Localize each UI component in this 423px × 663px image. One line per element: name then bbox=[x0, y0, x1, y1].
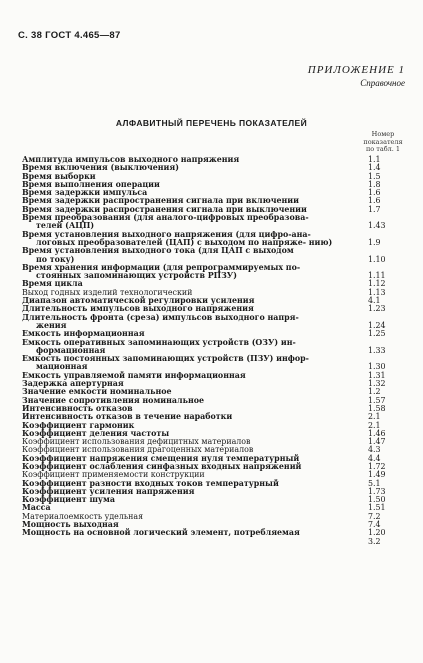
indicator-name-text: Емкость информационная bbox=[22, 329, 145, 339]
indicator-name-text: Значение сопротивления номинальное bbox=[22, 395, 205, 405]
indicator-number: 1.5 bbox=[368, 171, 381, 181]
indicator-number: 1.23 bbox=[368, 304, 386, 314]
indicator-number: 7.4 bbox=[368, 520, 381, 530]
indicator-name-continuation: формационная bbox=[36, 345, 106, 355]
indicator-name-text: Время задержки импульса bbox=[22, 188, 148, 198]
indicator-name-continuation: телей (АЦП) bbox=[36, 221, 95, 231]
indicator-name-text: Время включения (выключения) bbox=[22, 163, 179, 173]
indicator-name-text: Длительность импульсов выходного напряжения bbox=[22, 304, 254, 314]
indicator-name bbox=[22, 529, 340, 537]
indicator-number: 1.46 bbox=[368, 428, 386, 438]
indicator-number: 1.12 bbox=[368, 279, 386, 289]
indicator-number: 1.1 bbox=[368, 155, 381, 164]
indicator-number: 3.2 bbox=[368, 536, 381, 546]
indicator-number: 1.72 bbox=[368, 461, 386, 471]
indicator-name-text: Время цикла bbox=[22, 279, 83, 289]
indicator-name-text: Коэффициент гармоник bbox=[22, 420, 135, 430]
indicator-list bbox=[22, 156, 402, 546]
indicator-number: 1.43 bbox=[368, 221, 386, 231]
indicator-number: 7.2 bbox=[368, 511, 381, 521]
indicator-name-text: Коэффициент разности входных токов температурный bbox=[22, 478, 279, 488]
indicator-number: 2.1 bbox=[368, 420, 381, 430]
indicator-name-text: Коэффициент деления частоты bbox=[22, 428, 170, 438]
indicator-name-text: Значение емкости номинальное bbox=[22, 387, 172, 397]
appendix-label: ПРИЛОЖЕНИЕ 1 bbox=[307, 64, 405, 76]
indicator-name-text: Задержка апертурная bbox=[22, 379, 124, 389]
list-item bbox=[22, 214, 402, 231]
indicator-name bbox=[22, 355, 340, 372]
indicator-number: 1.13 bbox=[368, 287, 386, 297]
indicator-number: 1.50 bbox=[368, 495, 386, 505]
list-item bbox=[22, 339, 402, 356]
indicator-name bbox=[22, 214, 340, 231]
appendix-note: Справочное bbox=[360, 78, 405, 88]
indicator-name-text: Мощность на основной логический элемент, потребляемая bbox=[22, 528, 300, 538]
indicator-number: 1.51 bbox=[368, 503, 386, 513]
column-header-line: по табл. 1 bbox=[365, 145, 401, 153]
indicator-name-continuation: по току) bbox=[36, 254, 75, 264]
indicator-name-text: Коэффициент применяемости конструкции bbox=[22, 470, 205, 480]
list-item bbox=[22, 231, 402, 248]
indicator-name-text: Коэффициент ослабления синфазных входных напряжений bbox=[22, 461, 302, 471]
indicator-name-text: Время задержки распространения сигнала при включении bbox=[22, 196, 299, 206]
list-item bbox=[22, 496, 402, 504]
indicator-number: 1.6 bbox=[368, 188, 381, 198]
indicator-number: 4.1 bbox=[368, 296, 381, 306]
indicator-name-text: Диапазон автоматической регулировки усиления bbox=[22, 296, 255, 306]
indicator-name bbox=[22, 339, 340, 356]
indicator-number: 1.47 bbox=[368, 437, 386, 447]
indicator-number: 1.33 bbox=[368, 345, 386, 355]
indicator-name-continuation: жения bbox=[36, 320, 67, 330]
indicator-number: 4.4 bbox=[368, 453, 381, 463]
appendix-block bbox=[308, 64, 405, 88]
indicator-name-continuation: мационная bbox=[36, 362, 88, 372]
indicator-name-text: Коэффициент усиления напряжения bbox=[22, 486, 195, 496]
indicator-name-text: Амплитуда импульсов выходного напряжения bbox=[22, 155, 240, 164]
indicator-name-text: Материалоемкость удельная bbox=[22, 511, 144, 521]
indicator-number: 1.73 bbox=[368, 486, 386, 496]
list-item bbox=[22, 529, 402, 537]
indicator-number: 1.32 bbox=[368, 379, 386, 389]
indicator-number: 1.2 bbox=[368, 387, 381, 397]
indicator-name-continuation: стоянных запоминающих устройств РПЗУ) bbox=[36, 271, 237, 281]
indicator-name-text: Время выборки bbox=[22, 171, 96, 181]
list-item bbox=[22, 264, 402, 281]
indicator-name-text: Емкость оперативных запоминающих устройств (ОЗУ) ин- bbox=[22, 337, 296, 347]
indicator-name-text: Емкость постоянных запоминающих устройств (ПЗУ) инфор- bbox=[22, 354, 309, 364]
indicator-name-text: Время выполнения операции bbox=[22, 179, 160, 189]
indicator-name-text: Мощность выходная bbox=[22, 520, 119, 530]
indicator-number: 1.6 bbox=[368, 196, 381, 206]
indicator-name bbox=[22, 264, 340, 281]
indicator-number: 1.31 bbox=[368, 370, 386, 380]
indicator-number: 2.1 bbox=[368, 412, 381, 422]
column-header-line: показателя bbox=[363, 137, 403, 146]
column-header-line: Номер bbox=[371, 130, 395, 138]
indicator-name-text: Выход годных изделий технологический bbox=[22, 287, 193, 297]
indicator-name-text: Интенсивность отказов bbox=[22, 403, 133, 413]
indicator-number: 1.11 bbox=[368, 271, 386, 281]
document-title: АЛФАВИТНЫЙ ПЕРЕЧЕНЬ ПОКАЗАТЕЛЕЙ bbox=[115, 118, 308, 128]
indicator-name-text: Коэффициент шума bbox=[22, 495, 115, 505]
indicator-number: 1.7 bbox=[368, 204, 381, 214]
indicator-number: 1.20 bbox=[368, 528, 386, 538]
indicator-number: 4.3 bbox=[368, 445, 381, 455]
indicator-name bbox=[22, 314, 340, 331]
indicator-name bbox=[22, 247, 340, 264]
list-item bbox=[22, 314, 402, 331]
indicator-name-text: Время хранения информации (для репрограммируемых по- bbox=[22, 262, 301, 272]
indicator-number: 1.10 bbox=[368, 254, 386, 264]
indicator-name-text: Длительность фронта (среза) импульсов выходного напря- bbox=[22, 312, 299, 322]
indicator-name bbox=[22, 231, 340, 248]
indicator-number: 1.25 bbox=[368, 329, 386, 339]
indicator-name-text: Коэффициент напряжения смещения нуля температурный bbox=[22, 453, 300, 463]
indicator-number: 1.49 bbox=[368, 470, 386, 480]
column-header bbox=[361, 131, 405, 154]
list-item bbox=[22, 355, 402, 372]
indicator-name-text: Время установления выходного тока (для ЦАП с выходом bbox=[22, 246, 294, 256]
indicator-name-text: Время задержки распространения сигнала при выключении bbox=[22, 204, 307, 214]
indicator-name-text: Коэффициент использования дефицитных материалов bbox=[22, 437, 251, 447]
indicator-number: 1.57 bbox=[368, 395, 386, 405]
indicator-number: 5.1 bbox=[368, 478, 381, 488]
list-item bbox=[22, 247, 402, 264]
indicator-number: 1.30 bbox=[368, 362, 386, 372]
indicator-name bbox=[22, 496, 340, 504]
list-item bbox=[22, 538, 402, 546]
indicator-number: 1.9 bbox=[368, 237, 381, 247]
page-header: С. 38 ГОСТ 4.465—87 bbox=[18, 30, 121, 41]
indicator-number: 1.8 bbox=[368, 179, 381, 189]
indicator-number: 1.4 bbox=[368, 163, 381, 173]
indicator-name-text: Коэффициент использования драгоценных материалов bbox=[22, 445, 254, 455]
indicator-name-text: Время преобразования (для аналого-цифровых преобразова- bbox=[22, 213, 309, 223]
indicator-name-text: Масса bbox=[22, 503, 51, 513]
indicator-number: 1.58 bbox=[368, 403, 386, 413]
indicator-name-text: Емкость управляемой памяти информационная bbox=[22, 370, 246, 380]
indicator-name-text: Время установления выходного напряжения (для цифро-ана- bbox=[22, 229, 311, 239]
indicator-name-continuation: логовых преобразователей (ЦАП) с выходом по напряже- нию) bbox=[36, 237, 333, 247]
indicator-name-text: Интенсивность отказов в течение наработки bbox=[22, 412, 233, 422]
indicator-number: 1.24 bbox=[368, 320, 386, 330]
